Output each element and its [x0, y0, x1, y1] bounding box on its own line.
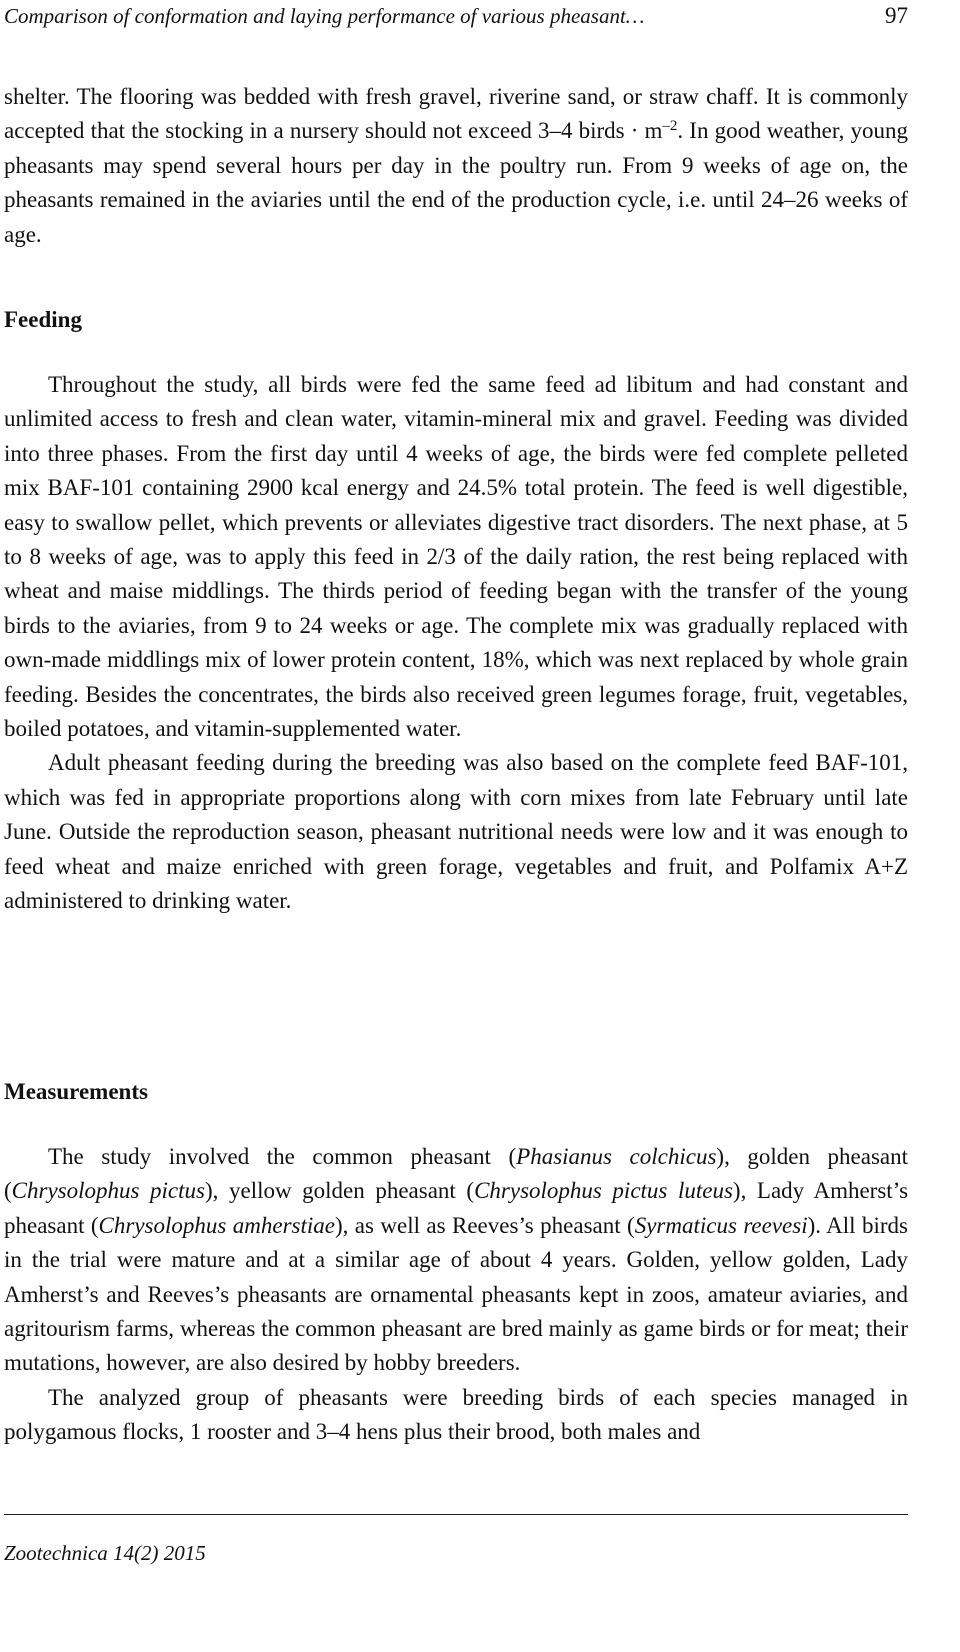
- measurements-paragraph-1: [4, 1140, 908, 1381]
- m-text-2: ), golden pheasant (: [4, 1144, 908, 1204]
- m-text-3: ), yellow golden pheasant (: [205, 1178, 475, 1204]
- intro-paragraph: [4, 80, 908, 252]
- measurements-paragraph-2: The analyzed group of pheasants were breeding birds of each species managed in polygamous flocks, 1 rooster and 3–4 hens plus their brood, both males and: [4, 1384, 908, 1445]
- species-name: Chrysolophus amherstiae: [98, 1212, 335, 1238]
- page-number: 97: [885, 3, 908, 28]
- feeding-paragraph-1: Throughout the study, all birds were fed the same feed ad libitum and had constant and unlimited access to fresh and clean water, vitamin-mineral mix and gravel. Feeding was divided into three phases. From the first day until 4 weeks of age, the birds were fed complete pelleted mix BAF-101 containing 2900 kcal energy and 24.5% total protein. The feed is well digestible, easy to swallow pellet, which prevents or alleviates digestive tract disorders. The next phase, at 5 to 8 weeks of age, was to apply this feed in 2/3 of the daily ration, the rest being replaced with wheat and maise middlings. The thirds period of feeding began with the transfer of the young birds to the aviaries, from 9 to 24 weeks or age. The complete mix was gradually replaced with own-made middlings mix of lower protein content, 18%, which was next replaced by whole grain feeding. Besides the concentrates, the birds also received green legumes forage, fruit, vegetables, boiled potatoes, and vitamin-supplemented water.: [4, 372, 908, 742]
- m-text-1: The study involved the common pheasant (: [48, 1144, 517, 1169]
- feeding-section: [4, 368, 908, 919]
- species-name: Phasianus colchicus: [516, 1144, 717, 1169]
- species-name: Chrysolophus pictus luteus: [474, 1178, 733, 1204]
- footer-divider: [4, 1514, 908, 1515]
- intro-text-a: shelter. The flooring was bedded with fresh gravel, riverine sand, or straw chaff. It is commonly accepted that the stocking in a nursery should not exceed 3–4 birds · m: [4, 84, 908, 144]
- m-text-6: ). All birds in the trial were mature and at a similar age of about 4 years. Golden, yellow golden, Lady Amherst’s and Reeves’s pheasants are ornamental pheasants kept in zoos, amateur aviaries, and agritourism farms, whereas the common pheasant are bred mainly as game birds or for meat; their mutations, however, are also desired by hobby breeders.: [4, 1212, 908, 1376]
- species-name: Syrmaticus reevesi: [634, 1212, 808, 1238]
- running-header: [4, 2, 908, 30]
- measurements-heading: Measurements: [4, 1079, 148, 1104]
- feeding-heading: Feeding: [4, 307, 82, 332]
- species-name: Chrysolophus pictus: [11, 1178, 205, 1204]
- measurements-section: [4, 1140, 908, 1450]
- running-title: Comparison of conformation and laying performance of various pheasant…: [4, 4, 645, 28]
- intro-section: [4, 80, 908, 252]
- feeding-paragraph-2: Adult pheasant feeding during the breeding was also based on the complete feed BAF-101, which was fed in appropriate proportions along with corn mixes from late February until late June. Outside the reproduction season, pheasant nutritional needs were low and it was enough to feed wheat and maize enriched with green forage, vegetables and fruit, and Polfamix A+Z administered to drinking water.: [4, 750, 908, 914]
- m-text-5: ), as well as Reeves’s pheasant (: [334, 1212, 635, 1238]
- m-text-4: ), Lady Amherst’s pheasant (: [4, 1178, 909, 1238]
- intro-text-b: . In good weather, young pheasants may spend several hours per day in the poultry run. From 9 weeks of age on, the pheasants remained in the aviaries until the end of the production cycle, i.e. until 24–26 weeks of age.: [4, 118, 908, 247]
- footer-journal: Zootechnica 14(2) 2015: [4, 1541, 206, 1565]
- exponent: –2: [662, 118, 678, 135]
